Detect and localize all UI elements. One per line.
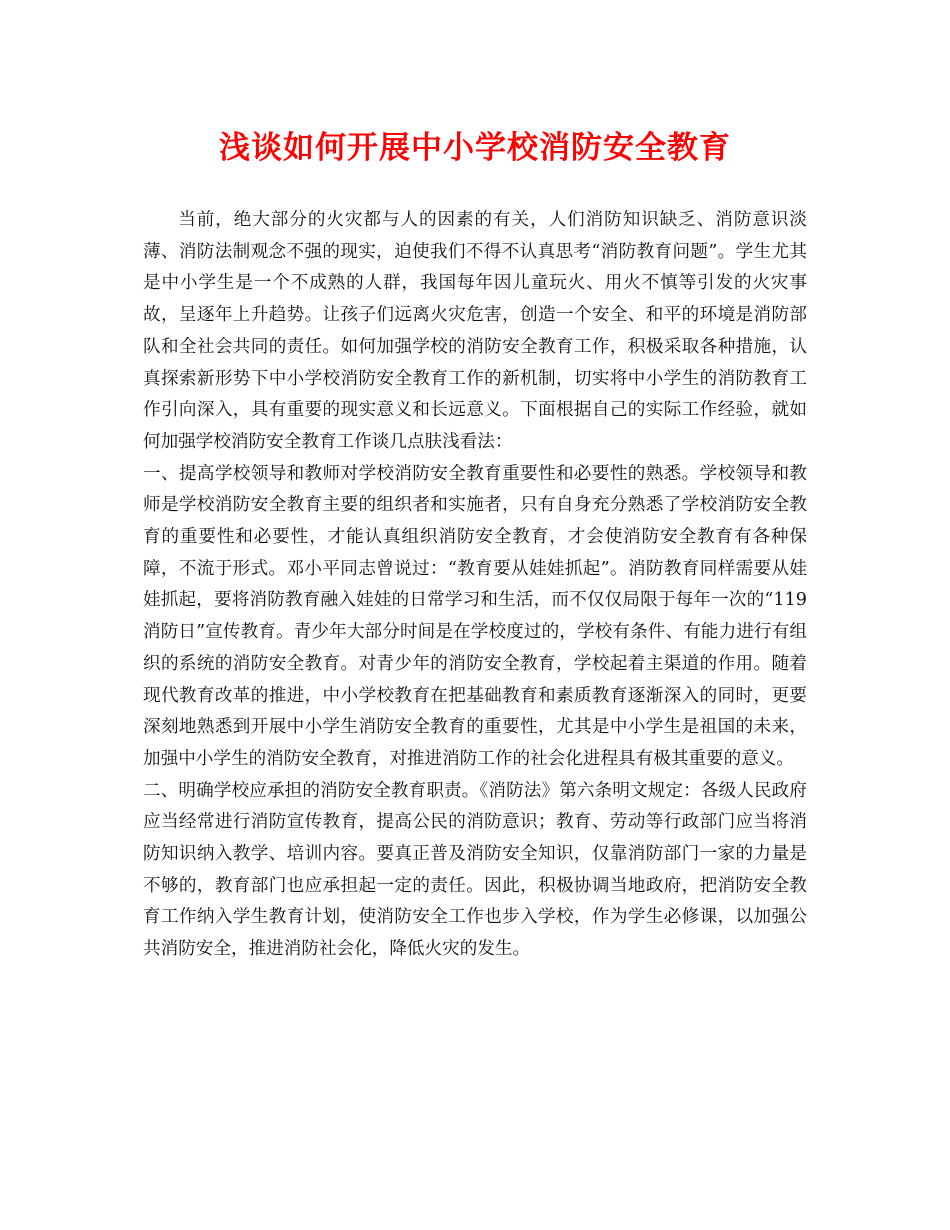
paragraph-intro: 当前，绝大部分的火灾都与人的因素的有关，人们消防知识缺乏、消防意识淡薄、消防法制观念不强的现实，迫使我们不得不认真思考“消防教育问题”。学生尤其是中小学生是一个不成熟的人群，我国每年因儿童玩火、用火不慎等引发的火灾事故，呈逐年上升趋势。让孩子们远离火灾危害，创造一个安全、和平的环境是消防部队和全社会共同的责任。如何加强学校的消防安全教育工作，积极采取各种措施，认真探索新形势下中小学校消防安全教育工作的新机制，切实将中小学生的消防教育工作引向深入，具有重要的现实意义和长远意义。下面根据自己的实际工作经验，就如何加强学校消防安全教育工作谈几点肤浅看法： xyxy=(143,210,807,452)
document-body xyxy=(143,205,807,966)
paragraph-section-1: 一、提高学校领导和教师对学校消防安全教育重要性和必要性的熟悉。学校领导和教师是学校消防安全教育主要的组织者和实施者，只有自身充分熟悉了学校消防安全教育的重要性和必要性，才能认真组织消防安全教育，才会使消防安全教育有各种保障，不流于形式。邓小平同志曾说过：“教育要从娃娃抓起”。消防教育同样需要从娃娃抓起，要将消防教育融入娃娃的日常学习和生活，而不仅仅局限于每年一次的“119消防日”宣传教育。青少年大部分时间是在学校度过的，学校有条件、有能力进行有组织的系统的消防安全教育。对青少年的消防安全教育，学校起着主渠道的作用。随着现代教育改革的推进，中小学校教育在把基础教育和素质教育逐渐深入的同时，更要深刻地熟悉到开展中小学生消防安全教育的重要性，尤其是中小学生是祖国的未来，加强中小学生的消防安全教育，对推进消防工作的社会化进程具有极其重要的意义。 xyxy=(143,463,807,769)
paragraph-section-2: 二、明确学校应承担的消防安全教育职责。《消防法》第六条明文规定：各级人民政府应当经常进行消防宣传教育，提高公民的消防意识；教育、劳动等行政部门应当将消防知识纳入教学、培训内容。要真正普及消防安全知识，仅靠消防部门一家的力量是不够的，教育部门也应承担起一定的责任。因此，积极协调当地政府，把消防安全教育工作纳入学生教育计划，使消防安全工作也步入学校，作为学生必修课，以加强公共消防安全，推进消防社会化，降低火灾的发生。 xyxy=(143,780,807,960)
document-title: 浅谈如何开展中小学校消防安全教育 xyxy=(219,130,731,166)
